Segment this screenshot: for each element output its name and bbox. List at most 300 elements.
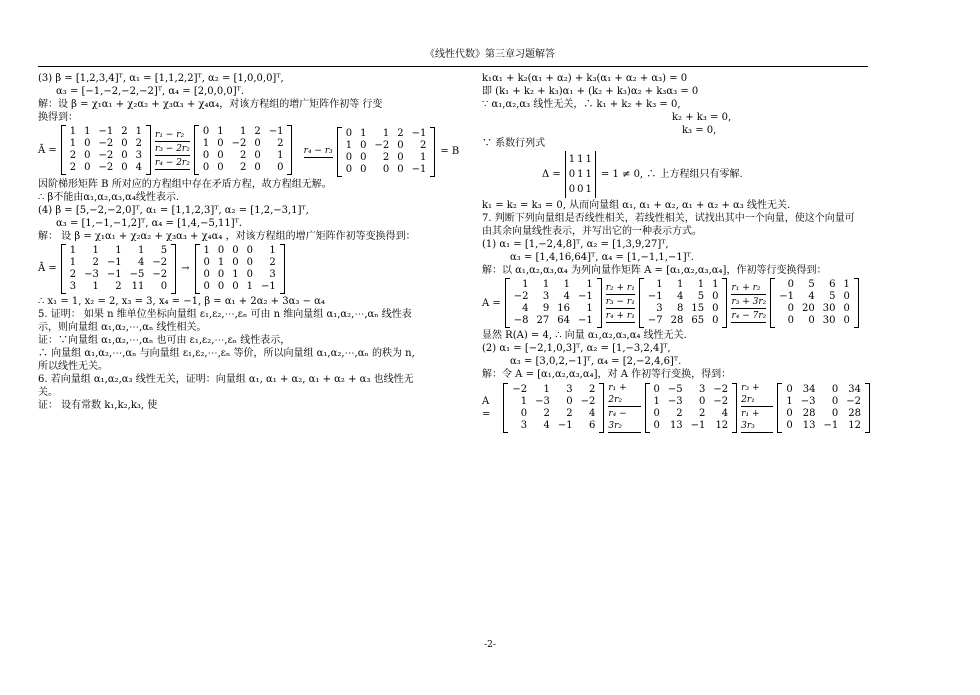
matrix-row bbox=[782, 384, 865, 396]
row-operations bbox=[608, 382, 640, 434]
matrix-cell: 0 bbox=[787, 315, 794, 326]
matrix-cell: 0 bbox=[202, 150, 210, 161]
matrix-cell: 0 bbox=[232, 280, 239, 292]
matrix-cell: 0 bbox=[345, 163, 353, 175]
matrix-cell: 1 bbox=[520, 396, 528, 407]
problem-3-matrix-step-1 bbox=[38, 125, 292, 175]
problem-3-matrix-step-2 bbox=[300, 127, 460, 177]
matrix-cell: 2 bbox=[277, 138, 284, 149]
matrix-cell: 5 bbox=[829, 291, 836, 302]
matrix-cell: 1 bbox=[712, 279, 719, 290]
matrix-cell: −1 bbox=[106, 268, 122, 280]
matrix-cell: −2 bbox=[98, 150, 114, 161]
matrix-cell: 0 bbox=[84, 162, 91, 173]
matrix-cell: 1 bbox=[138, 244, 145, 256]
matrix-cell: 6 bbox=[829, 279, 836, 290]
matrix-cell: 1 bbox=[69, 138, 77, 149]
matrix-row bbox=[508, 396, 599, 408]
matrix-cell: 1 bbox=[382, 127, 390, 139]
matrix-cell: 0 bbox=[831, 396, 839, 407]
matrix-cell: 0 bbox=[520, 408, 528, 419]
matrix-cell: −2 bbox=[580, 396, 596, 407]
row-operation: r₄ + r₁ bbox=[605, 311, 635, 321]
problem-7-line-2: 由其余向量线性表示，并写出它的一种表示方式。 bbox=[482, 226, 702, 237]
problem-3-solution: 解：设 β = χ₁α₁ + χ₂α₂ + χ₃α₃ + χ₄α₄，对该方程组的增广矩阵作初等 行变 bbox=[38, 99, 383, 110]
matrix-cell: −2 bbox=[713, 384, 729, 395]
matrix-cell: 0 bbox=[843, 303, 850, 314]
matrix-cell: 2 bbox=[92, 256, 99, 268]
matrix-row bbox=[66, 245, 171, 257]
matrix bbox=[510, 279, 597, 327]
matrix-cell: 4 bbox=[721, 408, 729, 419]
matrix-cell: 1 bbox=[202, 138, 210, 149]
matrix-cell: 2 bbox=[69, 150, 77, 161]
matrix-cell: 4 bbox=[563, 291, 570, 302]
matrix-cell: 2 bbox=[135, 138, 143, 149]
matrix-cell: −1 bbox=[261, 280, 276, 292]
matrix-cell: −1 bbox=[578, 291, 593, 302]
matrix bbox=[650, 384, 733, 432]
proof-eq-5: k₃ = 0, bbox=[682, 125, 717, 136]
matrix-cell: 28 bbox=[670, 315, 684, 326]
matrix-cell: 3 bbox=[520, 420, 528, 431]
matrix bbox=[508, 384, 599, 432]
matrix-cell: 0 bbox=[246, 268, 254, 280]
matrix-cell: 30 bbox=[822, 303, 836, 314]
matrix-row bbox=[66, 281, 171, 293]
matrix-cell: 0 bbox=[246, 244, 254, 256]
proof-eq-2: 即 (k₁ + k₂ + k₃)α₁ + (k₂ + k₃)α₂ + k₃α₃ = 0 bbox=[482, 86, 699, 97]
matrix-cell: 0 bbox=[397, 151, 404, 163]
matrix-cell: 2 bbox=[397, 127, 404, 139]
matrix-cell: −1 bbox=[411, 163, 427, 175]
matrix-cell: 2 bbox=[239, 150, 247, 161]
matrix bbox=[342, 128, 431, 176]
problem-3-line-1: (3) β = [1,2,3,4]ᵀ, α₁ = [1,1,2,2]ᵀ, α₂ = [1,0,0,0]ᵀ, bbox=[38, 73, 284, 84]
matrix-cell: −2 bbox=[152, 256, 168, 268]
matrix-cell: 1 bbox=[543, 384, 550, 395]
problem-4-line-2: α₃ = [1,−1,−1,2]ᵀ, α₄ = [1,4,−5,11]ᵀ. bbox=[56, 217, 243, 229]
matrix-label: A = bbox=[482, 297, 501, 309]
matrix-row bbox=[510, 279, 597, 291]
matrix-cell: 27 bbox=[536, 315, 550, 326]
matrix-cell: −2 bbox=[846, 396, 861, 407]
matrix-cell: 0 bbox=[217, 162, 224, 173]
left-column bbox=[38, 72, 463, 412]
matrix-cell: 0 bbox=[246, 256, 254, 268]
matrix bbox=[200, 245, 280, 293]
matrix-cell: 12 bbox=[715, 420, 729, 431]
matrix-cell: −8 bbox=[513, 315, 529, 326]
proof-eq-1: k₁α₁ + k₂(α₁ + α₂) + k₃(α₁ + α₂ + α₃) = 0 bbox=[482, 73, 688, 84]
problem-5-line-3: 证：∵向量组 α₁,α₂,⋯,αₙ 也可由 ε₁,ε₂,⋯,εₙ 线性表示， bbox=[38, 334, 291, 346]
matrix-cell: 0 bbox=[202, 162, 210, 173]
problem-7-1-conclusion: 显然 R(A) = 4, ∴ 向量 α₁,α₂,α₃,α₄ 线性无关. bbox=[482, 330, 687, 341]
matrix-row bbox=[199, 126, 288, 138]
matrix-cell: 1 bbox=[135, 126, 143, 137]
matrix-cell: −2 bbox=[152, 268, 168, 280]
matrix-cell: 2 bbox=[115, 280, 122, 292]
problem-6-line-1: 6. 若向量组 α₁,α₂,α₃ 线性无关，证明：向量组 α₁, α₁ + α₂, α₁ + α₂ + α₃ 也线性无 bbox=[38, 373, 414, 385]
matrix-row bbox=[199, 162, 288, 174]
matrix-row bbox=[510, 291, 597, 303]
problem-3-solution-2: 换得到： bbox=[38, 112, 78, 123]
matrix-cell: 28 bbox=[802, 408, 816, 419]
matrix-cell: 4 bbox=[522, 303, 529, 314]
matrix-cell: 4 bbox=[588, 408, 596, 419]
proof-eq-3: ∵ α₁,α₂,α₃ 线性无关，∴ k₁ + k₂ + k₃ = 0, bbox=[482, 99, 681, 110]
matrix-cell: 30 bbox=[822, 315, 836, 326]
matrix-cell: 0 bbox=[808, 315, 815, 326]
matrix-label: Ā = bbox=[38, 144, 57, 156]
matrix-cell: 0 bbox=[202, 126, 210, 137]
matrix bbox=[66, 245, 171, 293]
matrix-row bbox=[342, 140, 431, 152]
matrix-cell: 0 bbox=[232, 244, 239, 256]
matrix-cell: 0 bbox=[568, 184, 576, 195]
matrix-cell: 1 bbox=[568, 154, 576, 165]
matrix-cell: 3 bbox=[69, 280, 77, 292]
row-operations bbox=[741, 382, 773, 434]
problem-4-solution: 解： 设 β = χ₁α₁ + χ₂α₂ + χ₃α₃ + χ₄α₄ ，对该方程组的增广矩阵作初等变换得到： bbox=[38, 230, 416, 242]
matrix-row bbox=[66, 150, 146, 162]
matrix-cell: 0 bbox=[360, 139, 367, 151]
matrix-row bbox=[644, 303, 723, 315]
matrix-cell: 4 bbox=[676, 291, 684, 302]
matrix-cell: 1 bbox=[69, 126, 77, 137]
matrix-cell: 0 bbox=[360, 163, 367, 175]
matrix-cell: 65 bbox=[691, 315, 705, 326]
matrix-cell: 3 bbox=[566, 384, 573, 395]
matrix-cell: 0 bbox=[566, 396, 573, 407]
matrix-cell: 1 bbox=[92, 280, 99, 292]
matrix-cell: 1 bbox=[585, 184, 592, 195]
problem-6-line-3: 证： 设有常数 k₁,k₂,k₃, 使 bbox=[38, 399, 158, 411]
matrix-row bbox=[644, 291, 723, 303]
matrix-cell: 0 bbox=[712, 291, 719, 302]
matrix-cell: 1 bbox=[577, 154, 584, 165]
matrix-cell: −2 bbox=[231, 138, 247, 149]
matrix-row bbox=[650, 420, 733, 432]
matrix-cell: 2 bbox=[699, 408, 706, 419]
matrix-cell: 2 bbox=[69, 162, 77, 173]
proof-eq-7: k₁ = k₂ = k₃ = 0, 从而向量组 α₁, α₁ + α₂, α₁ + α₂ + α₃ 线性无关. bbox=[482, 200, 791, 211]
matrix-cell: 1 bbox=[115, 244, 122, 256]
problem-7-2-matrix-step bbox=[482, 382, 870, 434]
matrix-cell: 0 bbox=[787, 279, 794, 290]
matrix-cell: −1 bbox=[98, 126, 114, 137]
matrix-row bbox=[782, 396, 865, 408]
matrix-cell: 1 bbox=[697, 279, 705, 290]
matrix-cell: −5 bbox=[129, 268, 145, 280]
matrix-cell: 5 bbox=[808, 279, 815, 290]
matrix-cell: 0 bbox=[345, 127, 353, 139]
row-operation: r₄ − 3r₂ bbox=[608, 408, 640, 433]
matrix-cell: 28 bbox=[848, 408, 861, 419]
matrix-cell: 1 bbox=[786, 396, 793, 407]
matrix-cell: −2 bbox=[98, 162, 114, 173]
matrix-cell: 1 bbox=[69, 256, 77, 268]
matrix-cell: −1 bbox=[106, 256, 122, 268]
proof-eq-4: k₂ + k₃ = 0, bbox=[672, 112, 732, 123]
row-operation: r₁ + 3r₃ bbox=[741, 408, 773, 433]
matrix-cell: 1 bbox=[232, 268, 239, 280]
matrix-cell: 2 bbox=[566, 408, 573, 419]
matrix-cell: 1 bbox=[239, 126, 247, 137]
matrix-cell: 1 bbox=[203, 244, 210, 256]
matrix-cell: 0 bbox=[160, 280, 168, 292]
matrix-cell: 2 bbox=[676, 408, 683, 419]
problem-4-line-1: (4) β = [5,−2,−2,0]ᵀ, α₁ = [1,1,2,3]ᵀ, α₂ = [1,2,−3,1]ᵀ, bbox=[38, 204, 309, 216]
matrix-cell: 0 bbox=[653, 408, 660, 419]
matrix-cell: 0 bbox=[382, 163, 390, 175]
row-operation: r₄ − 2r₂ bbox=[155, 158, 190, 168]
matrix-cell: 3 bbox=[135, 150, 143, 161]
proof-eq-6: ∵ 系数行列式 bbox=[482, 138, 546, 149]
matrix-cell: 13 bbox=[802, 420, 816, 431]
matrix-cell: 1 bbox=[656, 279, 663, 290]
header-rule bbox=[38, 66, 868, 67]
matrix-cell: 1 bbox=[653, 396, 660, 407]
matrix-cell: −2 bbox=[374, 139, 390, 151]
matrix-cell: 1 bbox=[563, 279, 570, 290]
matrix-cell: 1 bbox=[246, 280, 254, 292]
matrix-row bbox=[650, 384, 733, 396]
row-operation: r₄ − 7r₂ bbox=[731, 311, 767, 321]
matrix-cell: −1 bbox=[690, 420, 706, 431]
matrix-cell: 1 bbox=[69, 244, 77, 256]
matrix-cell: −2 bbox=[513, 291, 529, 302]
problem-7-1-line-2: α₃ = [1,4,16,64]ᵀ, α₄ = [1,−1,1,−1]ᵀ. bbox=[510, 252, 694, 263]
problem-7-2-solution: 解：令 A = [α₁,α₂,α₃,α₄]，对 A 作初等行变换，得到： bbox=[482, 369, 732, 380]
problem-6-line-2: 关。 bbox=[38, 386, 58, 398]
problem-3-conclusion-1: 因阶梯形矩阵 B 所对应的方程组中存在矛盾方程，故方程组无解。 bbox=[38, 178, 332, 190]
problem-4-matrix-step bbox=[38, 244, 285, 294]
matrix-cell: 4 bbox=[808, 291, 815, 302]
matrix-cell: 1 bbox=[676, 279, 684, 290]
matrix bbox=[775, 279, 854, 327]
matrix-cell: 2 bbox=[269, 256, 276, 268]
matrix-cell: 34 bbox=[802, 384, 816, 395]
determinant-result: = 1 ≠ 0, ∴ 上方程组只有零解. bbox=[600, 169, 743, 180]
matrix-cell: 1 bbox=[577, 169, 584, 180]
matrix-row bbox=[199, 150, 288, 162]
matrix-row bbox=[508, 408, 599, 420]
matrix-row bbox=[510, 303, 597, 315]
problem-3-conclusion-2: ∴ β不能由α₁,α₂,α₃,α₄线性表示. bbox=[38, 191, 180, 203]
matrix-row bbox=[782, 408, 865, 420]
matrix-cell: 12 bbox=[848, 420, 861, 431]
problem-7-1-solution: 解：以 α₁,α₂,α₃,α₄ 为列向量作矩阵 A = [α₁,α₂,α₃,α₄]，作初等行变换得到： bbox=[482, 265, 827, 276]
matrix-cell: 64 bbox=[557, 315, 570, 326]
matrix-cell: −1 bbox=[268, 126, 284, 137]
matrix-cell: 1 bbox=[217, 126, 224, 137]
matrix-cell: 0 bbox=[831, 408, 839, 419]
determinant-matrix bbox=[568, 152, 593, 197]
matrix-row bbox=[775, 279, 854, 291]
matrix-cell: 2 bbox=[239, 162, 247, 173]
matrix-cell: 4 bbox=[543, 420, 550, 431]
matrix bbox=[644, 279, 723, 327]
matrix-cell: 0 bbox=[843, 291, 850, 302]
matrix-cell: −1 bbox=[578, 315, 593, 326]
matrix-cell: 0 bbox=[254, 162, 261, 173]
row-operation: r₁ + 2r₂ bbox=[608, 382, 640, 407]
problem-7-2-line-2: α₃ = [3,0,2,−1]ᵀ, α₄ = [2,−2,4,6]ᵀ. bbox=[510, 356, 682, 367]
matrix-row bbox=[66, 162, 146, 174]
matrix-cell: −2 bbox=[713, 396, 729, 407]
matrix-cell: 2 bbox=[543, 408, 550, 419]
matrix-cell: 0 bbox=[786, 420, 793, 431]
matrix-row bbox=[66, 126, 146, 138]
matrix-cell: 3 bbox=[269, 268, 276, 280]
matrix-row bbox=[650, 396, 733, 408]
equals-b: = B bbox=[440, 146, 460, 157]
matrix-row bbox=[775, 303, 854, 315]
matrix-cell: −1 bbox=[411, 127, 427, 139]
matrix-cell: 3 bbox=[542, 291, 550, 302]
matrix-cell: 34 bbox=[848, 384, 861, 395]
matrix-cell: 0 bbox=[121, 138, 128, 149]
matrix-cell: −1 bbox=[557, 420, 573, 431]
matrix-cell: 1 bbox=[269, 244, 276, 256]
row-operation: r₃ + 3r₂ bbox=[731, 297, 767, 307]
problem-4-conclusion: ∴ x₁ = 1, x₂ = 2, x₃ = 3, x₄ = −1, β = α₁ + 2α₂ + 3α₃ − α₄ bbox=[38, 295, 325, 307]
matrix-cell: 0 bbox=[712, 315, 719, 326]
matrix-row bbox=[199, 138, 288, 150]
matrix-cell: 0 bbox=[217, 138, 224, 149]
matrix-cell: −3 bbox=[535, 396, 550, 407]
page-number: -2- bbox=[484, 640, 496, 650]
matrix-cell: 1 bbox=[585, 169, 592, 180]
arrow-icon: → bbox=[181, 263, 190, 274]
matrix-cell: 0 bbox=[84, 138, 91, 149]
matrix-cell: 0 bbox=[568, 169, 576, 180]
problem-7-2-line-1: (2) α₁ = [−2,1,0,3]ᵀ, α₂ = [1,−3,2,4]ᵀ, bbox=[482, 343, 671, 354]
matrix-cell: 0 bbox=[786, 408, 793, 419]
matrix-cell: 0 bbox=[254, 150, 261, 161]
row-operation: r₄ − r₃ bbox=[303, 145, 333, 156]
matrix-cell: 11 bbox=[131, 280, 145, 292]
page-header: 《线性代数》第三章习题解答 bbox=[425, 49, 555, 60]
problem-7-1-matrix-step bbox=[482, 278, 859, 328]
matrix-cell: −3 bbox=[84, 268, 99, 280]
matrix-cell: 1 bbox=[542, 279, 550, 290]
matrix-row bbox=[568, 182, 593, 197]
problem-3-line-2: α₃ = [−1,−2,−2,−2]ᵀ, α₄ = [2,0,0,0]ᵀ. bbox=[56, 86, 245, 97]
matrix-cell: 0 bbox=[712, 303, 719, 314]
matrix-cell: 9 bbox=[542, 303, 550, 314]
matrix-cell: 1 bbox=[585, 154, 592, 165]
matrix-cell: 0 bbox=[360, 151, 367, 163]
matrix-row bbox=[510, 315, 597, 327]
matrix-label: Ā = bbox=[38, 263, 57, 274]
problem-5-line-5: 所以线性无关。 bbox=[38, 360, 108, 372]
matrix-cell: −3 bbox=[667, 396, 683, 407]
matrix-row bbox=[782, 420, 865, 432]
matrix-cell: 0 bbox=[203, 280, 210, 292]
matrix-cell: 1 bbox=[522, 279, 529, 290]
matrix-cell: 0 bbox=[787, 303, 794, 314]
matrix-cell: 1 bbox=[360, 127, 367, 139]
matrix-cell: −2 bbox=[512, 384, 528, 395]
matrix-row bbox=[66, 138, 146, 150]
matrix-row bbox=[200, 269, 280, 281]
problem-5-line-2: 示，则向量组 α₁,α₂,⋯,αₙ 线性相关。 bbox=[38, 321, 207, 333]
matrix-cell: 4 bbox=[138, 256, 145, 268]
matrix-cell: −7 bbox=[647, 315, 663, 326]
matrix-cell: 0 bbox=[345, 151, 353, 163]
matrix-cell: 6 bbox=[588, 420, 596, 431]
matrix bbox=[782, 384, 865, 432]
matrix-cell: 1 bbox=[217, 256, 225, 268]
row-operation: r₃ − r₁ bbox=[605, 297, 635, 307]
matrix-cell: 2 bbox=[69, 268, 77, 280]
matrix-row bbox=[200, 257, 280, 269]
row-operation: r₃ − 2r₂ bbox=[155, 144, 190, 154]
matrix-cell: 0 bbox=[217, 268, 225, 280]
problem-5-line-1: 5. 证明： 如果 n 维单位坐标向量组 ε₁,ε₂,⋯,εₙ 可由 n 维向量组 α₁,α₂,⋯,αₙ 线性表 bbox=[38, 308, 412, 320]
row-operations bbox=[731, 282, 766, 324]
problem-7-line-1: 7. 判断下列向量组是否线性相关，若线性相关，试找出其中一个向量，使这个向量可 bbox=[482, 213, 855, 224]
row-operations bbox=[606, 282, 635, 324]
matrix-cell: 1 bbox=[277, 150, 284, 161]
row-operations bbox=[155, 129, 190, 171]
matrix-cell: 15 bbox=[691, 303, 705, 314]
row-operation: r₂ + r₁ bbox=[605, 283, 635, 293]
matrix-cell: 0 bbox=[217, 244, 225, 256]
matrix-row bbox=[342, 164, 431, 176]
row-operation: r₁ − r₂ bbox=[155, 129, 190, 142]
matrix-cell: 3 bbox=[699, 384, 706, 395]
matrix-row bbox=[568, 167, 593, 182]
matrix-cell: 16 bbox=[557, 303, 570, 314]
matrix-cell: 0 bbox=[831, 384, 839, 395]
matrix-label: A = bbox=[482, 396, 491, 420]
matrix-cell: −5 bbox=[667, 384, 683, 395]
matrix-cell: 0 bbox=[277, 162, 284, 173]
matrix-row bbox=[508, 384, 599, 396]
matrix-row bbox=[644, 315, 723, 327]
row-operation: r₁ + r₂ bbox=[731, 282, 766, 295]
matrix bbox=[66, 126, 146, 174]
matrix-cell: 2 bbox=[420, 139, 427, 151]
matrix-cell: 0 bbox=[84, 150, 91, 161]
matrix-cell: 1 bbox=[92, 244, 99, 256]
matrix-row bbox=[66, 257, 171, 269]
matrix-cell: 0 bbox=[699, 396, 706, 407]
matrix-row bbox=[775, 291, 854, 303]
matrix-cell: 0 bbox=[577, 184, 584, 195]
row-operations bbox=[304, 145, 333, 159]
matrix-row bbox=[200, 281, 280, 293]
matrix-cell: 0 bbox=[397, 163, 404, 175]
problem-5-line-4: ∴ 向量组 α₁,α₂,⋯,αₙ 与向量组 ε₁,ε₂,⋯,εₙ 等价，所以向量组 α₁,α₂,⋯,αₙ 的秩为 n, bbox=[38, 347, 415, 359]
matrix-row bbox=[342, 152, 431, 164]
matrix-cell: 3 bbox=[656, 303, 663, 314]
matrix-cell: 2 bbox=[254, 126, 261, 137]
determinant bbox=[542, 151, 743, 198]
matrix-cell: 0 bbox=[121, 150, 128, 161]
matrix-cell: 0 bbox=[653, 384, 660, 395]
matrix-row bbox=[775, 315, 854, 327]
matrix-cell: 5 bbox=[160, 244, 168, 256]
right-column bbox=[482, 72, 870, 435]
matrix-cell: −1 bbox=[779, 291, 794, 302]
matrix-cell: 2 bbox=[588, 384, 596, 395]
matrix-row bbox=[342, 128, 431, 140]
matrix-cell: 1 bbox=[420, 151, 427, 163]
